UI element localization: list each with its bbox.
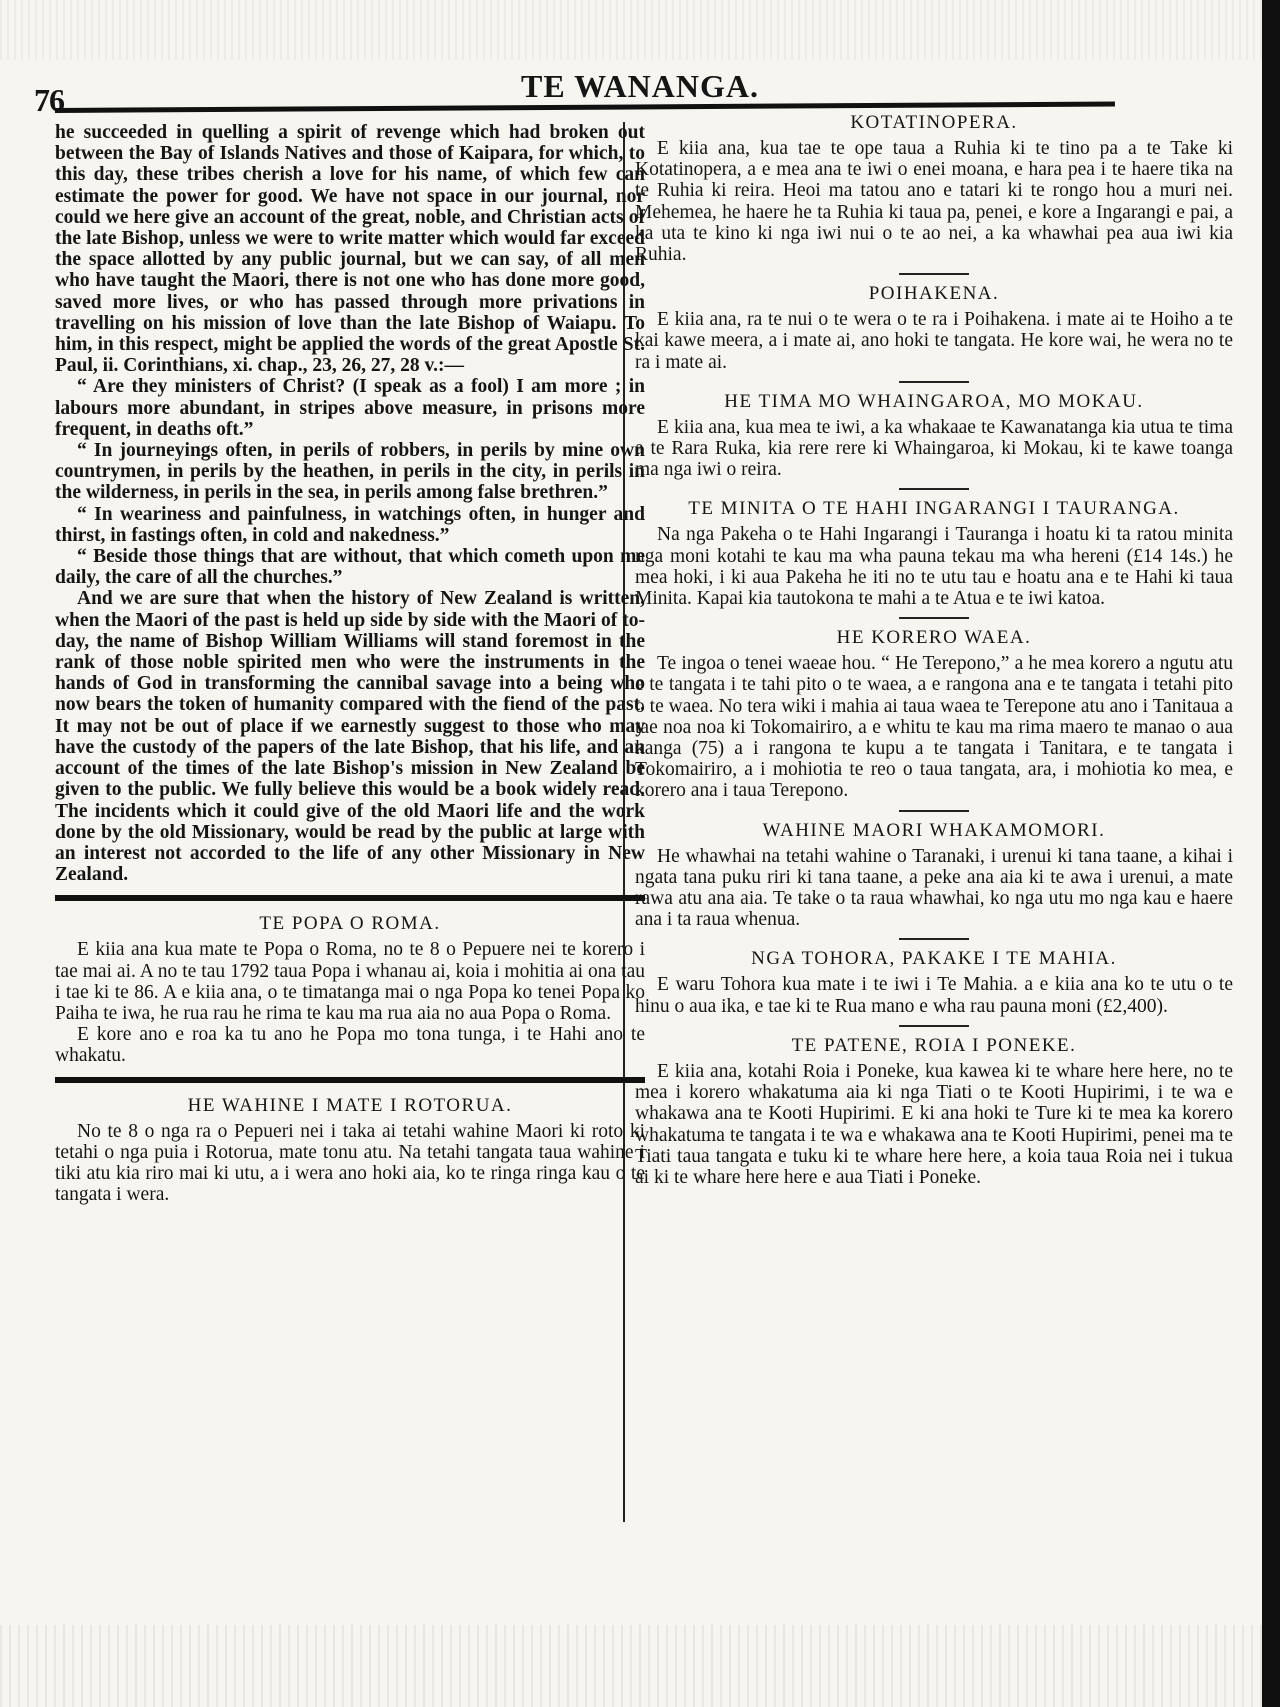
section-rule bbox=[55, 1077, 645, 1083]
article-paragraph: And we are sure that when the history of New Zealand is written, when the Maori of the past is held up side by side with the Maori of to-day, the name of Bishop William Williams will stand foremost in the rank of those noble spirited men who were the instruments in the hands of God in transforming the cannibal savage into a being who now bears the token of humanity compared with the fiend of the past. It may not be out of place if we earnestly suggest to those who may have the custody of the papers of the late Bishop, that his life, and an account of the times of the late Bishop's mission in New Zealand be given to the public. We fully believe this would be a book widely read. The incidents which it could give of the old Maori life and the work done by the old Missionary, would be read by the public at large with an interest not accorded to the life of any other Missionary in New Zealand. bbox=[55, 588, 645, 886]
article-heading: TE MINITA O TE HAHI INGARANGI I TAURANGA. bbox=[688, 498, 1180, 520]
article-te-patene bbox=[635, 1035, 1233, 1188]
article-paragraph: E kiia ana kua mate te Popa o Roma, no te 8 o Pepuere nei te korero i tae mai ai. A no te tau 1792 taua Popa i whanau ai, koia i mohitia ai ona tau i tae ki te 86. A e kiia ana, o te timatanga mai o nga Popa ko tenei Popa ko Paiha te iwa, he rua rau he rima te kau ma rua aia no aua Popa o Roma. bbox=[55, 939, 645, 1024]
article-wahine-maori bbox=[635, 820, 1233, 931]
article-rule bbox=[899, 488, 969, 490]
scripture-quote: “ In journeyings often, in perils of robbers, in perils by mine own countrymen, in perils by the heathen, in perils in the city, in perils in the wilderness, in perils in the sea, in perils among false brethren.” bbox=[55, 440, 645, 504]
article-kotatinopera bbox=[635, 112, 1233, 265]
left-column bbox=[55, 122, 645, 1205]
article-heading: HE KORERO WAEA. bbox=[836, 627, 1032, 649]
section-rule bbox=[55, 895, 645, 901]
article-heading: TE POPA O ROMA. bbox=[259, 913, 441, 935]
article-heading: KOTATINOPERA. bbox=[850, 112, 1018, 133]
article-paragraph: Na nga Pakeha o te Hahi Ingarangi i Tauranga i hoatu ki ta ratou minita nga moni kotahi te kau ma wha pauna tekau ma wha hereni (£14 14s.) he mea hoki, i ki aua Pakeha he iti no te utu tau e hoatu ana e te Hahi ki taua Minita. Kapai kia tautokona te mahi a te Atua e te iwi katoa. bbox=[635, 524, 1233, 610]
bishop-williams-article bbox=[55, 122, 645, 885]
article-he-korero-waea bbox=[635, 627, 1233, 801]
article-paragraph: E kore ano e roa ka tu ano he Popa mo tona tunga, i te Hahi ano te whakatu. bbox=[55, 1024, 645, 1067]
scan-edge bbox=[1262, 0, 1280, 1707]
article-rule bbox=[899, 938, 969, 940]
article-rule bbox=[899, 1025, 969, 1027]
article-paragraph: E waru Tohora kua mate i te iwi i Te Mahia. a e kiia ana ko te utu o te hinu o aua ika, e tae ki te Rua mano e wha rau pauna moni (£2,400). bbox=[635, 974, 1233, 1017]
article-paragraph: he succeeded in quelling a spirit of revenge which had broken out between the Bay of Islands Natives and those of Kaipara, for which, to this day, these tribes cherish a love for his name, of which few can estimate the power for good. We have not space in our journal, nor could we here give an account of the great, noble, and Christian acts of the late Bishop, unless we were to write matter which would far exceed the space allotted by any public journal, but we can say, of all men who have taught the Maori, there is not one who has done more good, saved more lives, or who has passed through more privations in travelling on his mission of love than the late Bishop of Waiapu. To him, in this respect, might be applied the words of the great Apostle St. Paul, ii. Corinthians, xi. chap., 23, 26, 27, 28 v.:— bbox=[55, 122, 645, 377]
article-paragraph: Te ingoa o tenei waeae hou. “ He Terepono,” a he mea korero a ngutu atu e te tangata i te tahi pito o te waea, a e rangona ana e te tangata i tetahi pito o te waea. No tera wiki i mahia ai taua waea te Terepone atu ano i Tanitaua a tae noa noa ki Tokomairiro, a e whitu te kau ma rima maero te manao o aua kanga (75) a i rangona te kupu a te tangata i Tanitara, e te tangata i Tokomairiro, a i mohiotia te reo o taua tangata, ara, i mohiotia ko mea, e korero ana i taua Terepono. bbox=[635, 653, 1233, 802]
article-paragraph: No te 8 o nga ra o Pepueri nei i taka ai tetahi wahine Maori ki roto ki tetahi o nga puia i Rotorua, mate tonu atu. Na tetahi tangata taua wahine i tiki atu kia riro mai ki utu, a i wera ano hoki aia, ko te ringa ringa kau o te tangata i wera. bbox=[55, 1120, 645, 1206]
article-nga-tohora bbox=[635, 948, 1233, 1016]
article-heading: HE TIMA MO WHAINGAROA, MO MOKAU. bbox=[724, 390, 1144, 412]
article-heading: WAHINE MAORI WHAKAMOMORI. bbox=[762, 819, 1106, 841]
article-paragraph: He whawhai na tetahi wahine o Taranaki, i urenui ki tana taane, a kihai i ngata tana puku riri ki tana taane, a peke ana aia ki te awa i urenui, a mate rawa atu ana aia. Te take o ta raua whawhai, ko nga utu mo nga kau e haere ana i ta raua whenua. bbox=[635, 845, 1233, 931]
article-paragraph: E kiia ana, kua mea te iwi, a ka whakaae te Kawanatanga kia utua te tima a te Rara Ruka, kia rere rere ki Whaingaroa, ki Mokau, ki te kawe toanga ma nga iwi o reira. bbox=[635, 416, 1233, 481]
article-rule bbox=[899, 617, 969, 619]
right-column bbox=[635, 112, 1233, 1188]
article-te-popa-o-roma bbox=[55, 913, 645, 1066]
scripture-quote: “ Beside those things that are without, that which cometh upon me daily, the care of all the churches.” bbox=[55, 546, 645, 589]
article-rule bbox=[899, 381, 969, 383]
article-rule bbox=[899, 810, 969, 812]
article-heading: NGA TOHORA, PAKAKE I TE MAHIA. bbox=[751, 948, 1117, 970]
article-paragraph: E kiia ana, kua tae te ope taua a Ruhia ki te tino pa a te Take ki Kotatinopera, a e mea ana te iwi o enei moana, e hara pea i te haere tika na te Ruhia ki reira. Heoi ma tatou ano e tatari ki te rongo hou a muri nei. Mehemea, he haere he ta Ruhia ki taua pa, penei, e kore a Ingarangi e pai, a ka uta te kino ki nga iwi nui o te ao nei, a ka whawhai pea aua iwi kia Ruhia. bbox=[635, 138, 1233, 266]
article-paragraph: E kiia ana, kotahi Roia i Poneke, kua kawea ki te whare here here, no te mea i korero whakatuma aia ki nga Tiati o te Kooti Hupirimi, i te wa e whakawa ana te Kooti Hupirimi. E ki ana hoki te Ture ki te mea ka korero whakatuma te tangata i te wa e whakawa ana te Kooti Hupirimi, penei ma te Tiati taua tangata e tuku ki te whare here here, a koia taua Roia nei i tukua ai ki te whare here here e aua Tiati i Poneke. bbox=[635, 1060, 1233, 1188]
article-he-tima bbox=[635, 391, 1233, 481]
article-te-minita bbox=[635, 498, 1233, 609]
article-poihakena bbox=[635, 283, 1233, 373]
scripture-quote: “ Are they ministers of Christ? (I speak as a fool) I am more ; in labours more abundant, in stripes above measure, in prisons more frequent, in deaths oft.” bbox=[55, 376, 645, 440]
article-he-wahine-i-mate-i-rotorua bbox=[55, 1095, 645, 1206]
article-heading: POIHAKENA. bbox=[868, 283, 1000, 305]
newspaper-title: TE WANANGA. bbox=[521, 68, 759, 104]
scan-noise-top bbox=[0, 0, 1280, 60]
article-rule bbox=[899, 273, 969, 275]
page-number: 76 bbox=[34, 82, 64, 118]
article-heading: HE WAHINE I MATE I ROTORUA. bbox=[187, 1094, 513, 1116]
scripture-quote: “ In weariness and painfulness, in watchings often, in hunger and thirst, in fastings often, in cold and nakedness.” bbox=[55, 503, 645, 546]
scan-noise-bottom bbox=[0, 1625, 1280, 1707]
article-heading: TE PATENE, ROIA I PONEKE. bbox=[791, 1034, 1077, 1056]
article-paragraph: E kiia ana, ra te nui o te wera o te ra i Poihakena. i mate ai te Hoiho a te kai kawe meera, a i mate ai, ano hoki te tangata. He kore wai, he wera no te ra i mate ai. bbox=[635, 309, 1233, 373]
